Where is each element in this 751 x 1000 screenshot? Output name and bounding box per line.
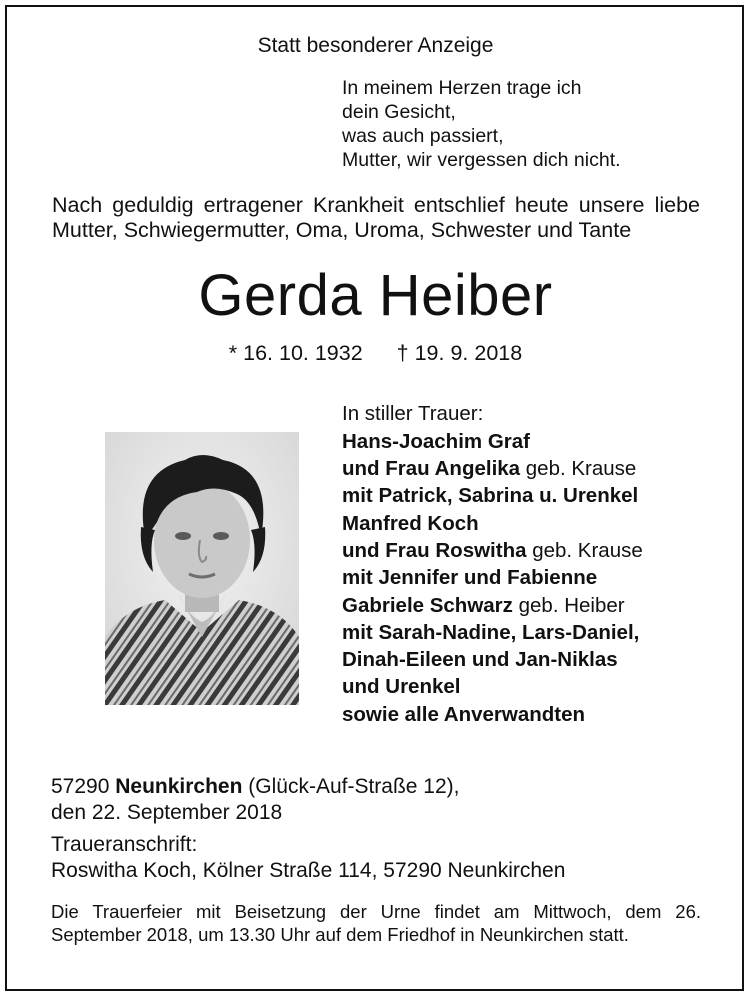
address-value: Roswitha Koch, Kölner Straße 114, 57290 Neunkirchen <box>51 859 566 882</box>
mourning-address-block <box>51 832 565 884</box>
poem-line: was auch passiert, <box>342 125 504 147</box>
zip-code: 57290 <box>51 775 116 798</box>
city-name: Neunkirchen <box>115 775 243 798</box>
ceremony-text: Die Trauerfeier mit Beisetzung der Urne findet am Mittwoch, dem 26. September 2018, um 13.30 Uhr auf dem Friedhof in Neunkirchen statt. <box>51 901 701 945</box>
street-address: (Glück-Auf-Straße 12), <box>242 775 460 798</box>
intro-text: Nach geduldig ertragener Krankheit entschlief heute unsere liebe Mutter, Schwiegermutter, Oma, Uroma, Schwester und Tante <box>52 193 700 242</box>
mourners-closing: sowie alle Anverwandten <box>342 703 586 726</box>
mourners-block <box>342 400 643 728</box>
poem-line: In meinem Herzen trage ich <box>342 77 582 99</box>
mourner-maiden-name: geb. Krause <box>526 539 643 562</box>
notice-date: den 22. September 2018 <box>51 801 283 824</box>
mourner-line: Hans-Joachim Graf <box>342 430 530 453</box>
location-line <box>51 774 460 800</box>
mourner-name: Gabriele Schwarz <box>342 594 513 617</box>
death-date: † 19. 9. 2018 <box>396 341 523 365</box>
location-block <box>51 774 460 826</box>
mourner-line: mit Jennifer und Fabienne <box>342 566 598 589</box>
mourner-group-1 <box>342 428 643 509</box>
mourner-group-2 <box>342 510 643 591</box>
mourner-name: und Frau Roswitha <box>342 539 527 562</box>
mourner-maiden-name: geb. Heiber <box>512 594 625 617</box>
poem-line: dein Gesicht, <box>342 101 456 123</box>
mourner-line: und Urenkel <box>342 675 461 698</box>
mourner-line: mit Sarah-Nadine, Lars-Daniel, <box>342 621 640 644</box>
life-dates <box>0 341 751 366</box>
mourner-name: und Frau Angelika <box>342 457 521 480</box>
poem <box>342 76 621 172</box>
portrait-image <box>105 432 299 705</box>
mourner-line: Manfred Koch <box>342 512 479 535</box>
mourner-line: mit Patrick, Sabrina u. Urenkel <box>342 484 639 507</box>
mourner-group-3 <box>342 592 643 700</box>
mourner-line <box>342 455 643 482</box>
mourner-line <box>342 537 643 564</box>
mourner-maiden-name: geb. Krause <box>520 457 637 480</box>
mourner-line <box>342 592 643 619</box>
header-text: Statt besonderer Anzeige <box>257 34 494 57</box>
address-label: Traueranschrift: <box>51 833 198 856</box>
portrait-photo <box>105 432 299 705</box>
mourners-heading: In stiller Trauer: <box>342 402 484 425</box>
deceased-name: Gerda Heiber <box>198 263 553 328</box>
poem-line: Mutter, wir vergessen dich nicht. <box>342 149 621 171</box>
mourner-line: Dinah-Eileen und Jan-Niklas <box>342 648 618 671</box>
birth-date: * 16. 10. 1932 <box>228 341 363 365</box>
